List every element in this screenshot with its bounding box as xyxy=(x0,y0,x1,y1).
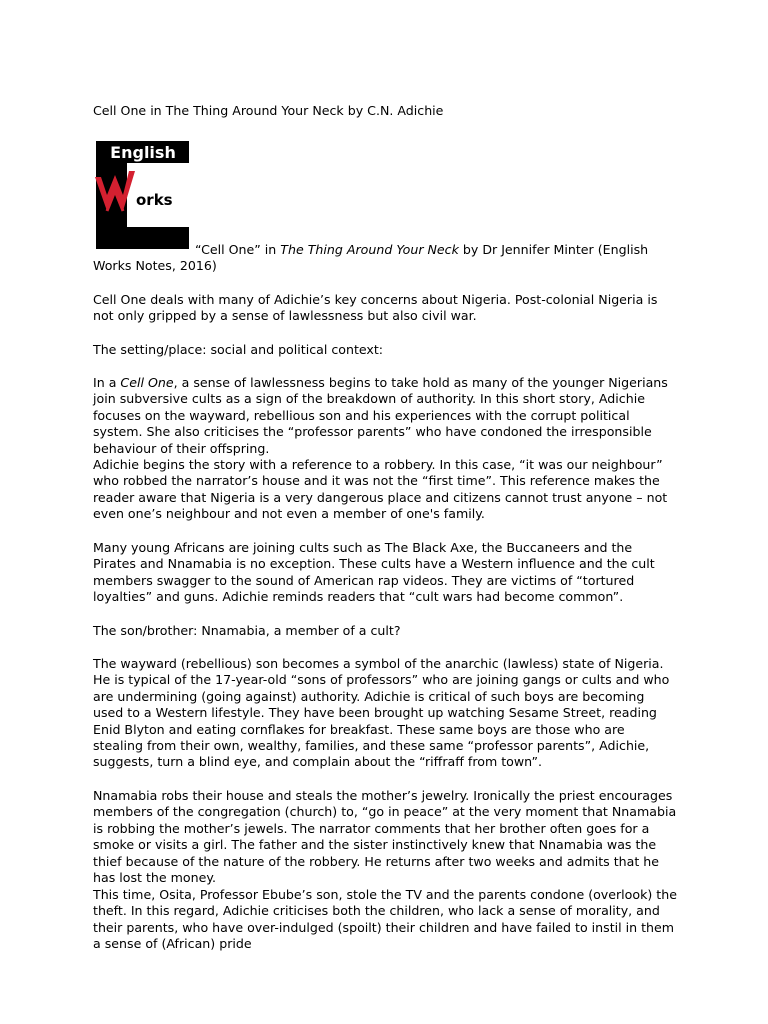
paragraph-intro: Cell One deals with many of Adichie’s key concerns about Nigeria. Post-colonial Nigeria is not only gripped by a sense of lawlessness but also civil war. xyxy=(93,292,658,324)
logo-caption: “Cell One” in The Thing Around Your Neck by Dr Jennifer Minter (English Works Notes, 2016) xyxy=(93,242,649,274)
section-heading-setting: The setting/place: social and political context: xyxy=(93,342,384,357)
paragraph-setting: In a Cell One, a sense of lawlessness begins to take hold as many of the younger Nigerians join subversive cults as a sign of the breakdown of authority. In this short story, Adichie focuses on the wayward, rebellious son and his experiences with the corrupt political system. She also criticises the “professor parents” who have condoned the irresponsible behaviour of their offspring. xyxy=(93,375,668,456)
book-title-italic: The Thing Around Your Neck xyxy=(280,242,459,257)
paragraph-osita: This time, Osita, Professor Ebube’s son, stole the TV and the parents condone (overlook) the theft. In this regard, Adichie criticises both the children, who lack a sense of morality, and their parents, who have over-indulged (spoilt) their children and have failed to instil in them a sense of (African) pride xyxy=(93,887,677,952)
svg-text:orks: orks xyxy=(136,191,173,209)
paragraph-wayward-son: The wayward (rebellious) son becomes a symbol of the anarchic (lawless) state of Nigeria. He is typical of the 17-year-old “sons of professors” who are joining gangs or cults and who are undermining (going against) authority. Adichie is critical of such boys are becoming used to a Western lifestyle. They have been brought up watching Sesame Street, reading Enid Blyton and eating cornflakes for breakfast. These same boys are those who are stealing from their own, wealthy, families, and these same “professor parents”, Adichie, suggests, turn a blind eye, and complain about the “riffraff from town”. xyxy=(93,656,670,770)
paragraph-cults: Many young Africans are joining cults such as The Black Axe, the Buccaneers and the Pirates and Nnamabia is no exception. These cults have a Western influence and the cult members swagger to the sound of American rap videos. They are victims of “tortured loyalties” and guns. Adichie reminds readers that “cult wars had become common”. xyxy=(93,540,655,605)
paragraph-jewelry: Nnamabia robs their house and steals the mother’s jewelry. Ironically the priest encourages members of the congregation (church) to, “go in peace” at the very moment that Nnamabia is robbing the mother’s jewels. The narrator comments that her brother often goes for a smoke or visits a girl. The father and the sister instinctively knew that Nnamabia was the thief because of the nature of the robbery. He returns after two weeks and admits that he has lost the money. xyxy=(93,788,677,886)
english-works-logo xyxy=(93,137,191,254)
paragraph-robbery: Adichie begins the story with a reference to a robbery. In this case, “it was our neighbour” who robbed the narrator’s house and it was not the “first time”. This reference makes the reader aware that Nigeria is a very dangerous place and citizens cannot trust anyone – not even one’s neighbour and not even a member of one's family. xyxy=(93,457,668,522)
document-title: Cell One in The Thing Around Your Neck by C.N. Adichie xyxy=(93,103,444,118)
section-heading-son: The son/brother: Nnamabia, a member of a cult? xyxy=(93,623,401,638)
svg-text:English: English xyxy=(110,143,176,162)
